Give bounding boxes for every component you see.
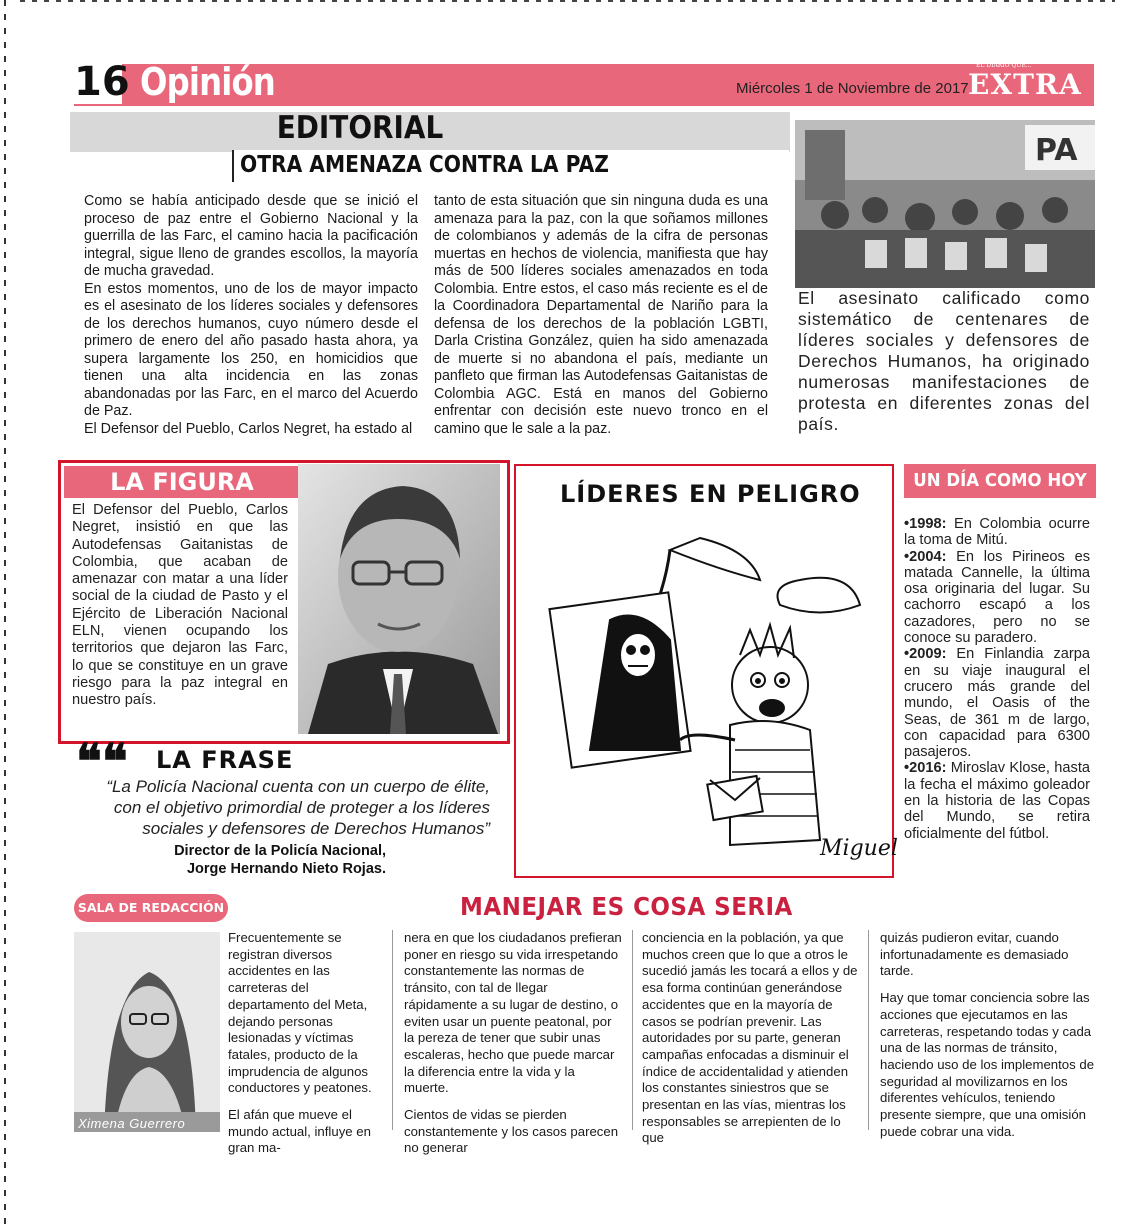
frase-label: LA FRASE [156,746,294,774]
editorial-label: EDITORIAL [276,110,444,146]
manejar-column-2 [404,930,622,1167]
manejar-column-4 [880,930,1096,1150]
hoy-list [904,516,1090,842]
column-divider [868,930,869,1130]
reporter-photo [74,932,220,1132]
newspaper-logo [968,62,1082,101]
list-item: •2009: En Finlandia zarpa en su viaje inaugural el crucero más grande del mundo, el Oasis of the Seas, de 361 m de largo, con capacidad para 6300 pasajeros. [904,646,1090,761]
column-divider [392,930,393,1130]
photo-caption: El asesinato calificado como sistemático de centenares de líderes sociales y defensores de Derechos Humanos, ha originado numerosas manifestaciones de protesta en diferentes zonas del país. [798,288,1090,434]
editorial-headline: OTRA AMENAZA CONTRA LA PAZ [240,152,609,178]
section-title: Opinión [140,60,275,104]
paragraph: Cientos de vidas se pierden constantemente y los casos parecen no generar [404,1107,619,1156]
portrait-photo [298,464,500,734]
cartoon-illustration [520,510,898,870]
svg-text:PA: PA [1035,133,1078,168]
editorial-column-2 [434,193,768,438]
frase-author [120,842,386,878]
scan-border-left [4,0,6,1228]
hoy-label: UN DÍA COMO HOY [913,470,1087,491]
list-item: •2016: Miroslav Klose, hasta la fecha el máximo goleador en la historia de las Copas del Mundo, se retira oficialmente del fútbol. [904,760,1090,842]
cartoon-title: LÍDERES EN PELIGRO [560,480,861,508]
column-divider [632,930,633,1130]
list-item: •1998: En Colombia ocurre la toma de Mitú. [904,516,1090,549]
paragraph: El Defensor del Pueblo, Carlos Negret, ha estado al [84,420,413,437]
author-role: Director de la Policía Nacional, [174,843,386,859]
sala-label: SALA DE REDACCIÓN [77,900,225,915]
list-item: •2004: En los Pirineos es matada Cannelle, la última osa originaria del lugar. Su cachorro escapó a los cazadores, pero no se conoce su paradero. [904,548,1090,647]
manejar-headline: MANEJAR ES COSA SERIA [460,892,793,921]
page-number: 16 [74,59,130,105]
quote-marks-icon: ❝❝ [76,734,128,790]
reporter-name: Ximena Guerrero [78,1116,186,1131]
figura-label: LA FIGURA [110,468,254,496]
paragraph: quizás pudieron evitar, cuando infortunadamente es demasiado tarde. [880,930,1069,979]
figura-text: El Defensor del Pueblo, Carlos Negret, insistió en que las Autodefensas Gaitanistas de Colombia, que acaban de amenazar con matar a una líder social de la ciudad de Pasto y el Ejército de Liberación Nacional ELN, vienen ocupando los territorios que dejaron las Farc, lo que se constituye en un grave riesgo para la paz integral en nuestro país. [72,502,288,709]
paragraph: Hay que tomar conciencia sobre las acciones que ejecutamos en las carreteras, respetando todas y cada una de las normas de tránsito, haciendo uso de los implementos de seguridad al movilizarnos en los diferentes vehículos, teniendo presente siempre, que una omisión puede cobrar una vida. [880,990,1095,1139]
cartoon-signature: Miguel [820,836,898,861]
paragraph: El afán que mueve el mundo actual, influye en gran ma- [228,1107,371,1156]
paragraph: Frecuentemente se registran diversos accidentes en las carreteras del departamento del Meta, dejando personas lesionadas y víctimas fatales, producto de la imprudencia de algunos conductores y peatones. [228,930,372,1096]
paragraph: tanto de esta situación que sin ninguna duda es una amenaza para la paz, con la que soñamos millones de colombianos y además de la cifra de personas muertas en hechos de violencia, manifiesta que hay más de 500 líderes sociales amenazados en toda Colombia. Entre estos, el caso más reciente es el de la Coordinadora Departamental de Nariño para la defensa de los derechos de la población LGBTI, Darla Cristina González, quien ha sido amenazada de muerte si no abandona el país, mediante un panfleto que firman las Autodefensas Gaitanistas de Colombia AGC. Está en manos del Gobierno enfrentar con decisión este nuevo tronco en el camino que le sale a la paz. [434,193,768,437]
paragraph: En estos momentos, uno de los de mayor impacto es el asesinato de los líderes sociales y defensores de los derechos humanos, cuyo número desde el primero de enero del año pasado hasta ahora, ya supera largamente los 250, en homicidios que tienen una alta incidencia en las zonas abandonadas por las Farc, en el marco del Acuerdo de Paz. [84,280,418,419]
frase-quote: “La Policía Nacional cuenta con un cuerpo de élite, con el objetivo primordial de proteger a los líderes sociales y defensores de Derechos Humanos” [106,777,490,838]
issue-date: Miércoles 1 de Noviembre de 2017 [736,80,969,97]
manejar-column-3 [642,930,858,1157]
paragraph: nera en que los ciudadanos prefieran poner en riesgo su vida irrespetando constantemente las normas de tránsito, con tal de llegar rápidamente a su lugar de destino, o eviten usar un puente peatonal, por la pereza de tener que subir unas escaleras, hecho que puede marcar la diferencia entre la vida y la muerte. [404,930,622,1096]
paragraph: Como se había anticipado desde que se inició el proceso de paz entre el Gobierno Nacional y la guerrilla de las Farc, el camino hacia la pacificación integral, sigue lleno de grandes escollos, la mayoría de mucha gravedad. [84,193,418,279]
logo-tagline: EL DIARIO QUE... [976,62,1032,69]
paragraph: conciencia en la población, ya que muchos creen que lo que a otros le sucedió jamás les tocará a ellos y de esa forma continúan generándose accidentes que en la mayoría de casos se podrían prevenir. Las autoridades por su parte, generan campañas enfocadas a disminuir el índice de accidentalidad y atienden los constantes siniestros que se presentan en las vías, mientras los responsables se arrepienten de lo que [642,930,858,1146]
manejar-column-1 [228,930,378,1167]
editorial-column-1 [84,193,418,438]
scan-border-top [20,0,1115,2]
logo-text: EXTRA [968,68,1082,101]
author-name: Jorge Hernando Nieto Rojas. [186,861,386,877]
protest-photo [795,120,1095,288]
